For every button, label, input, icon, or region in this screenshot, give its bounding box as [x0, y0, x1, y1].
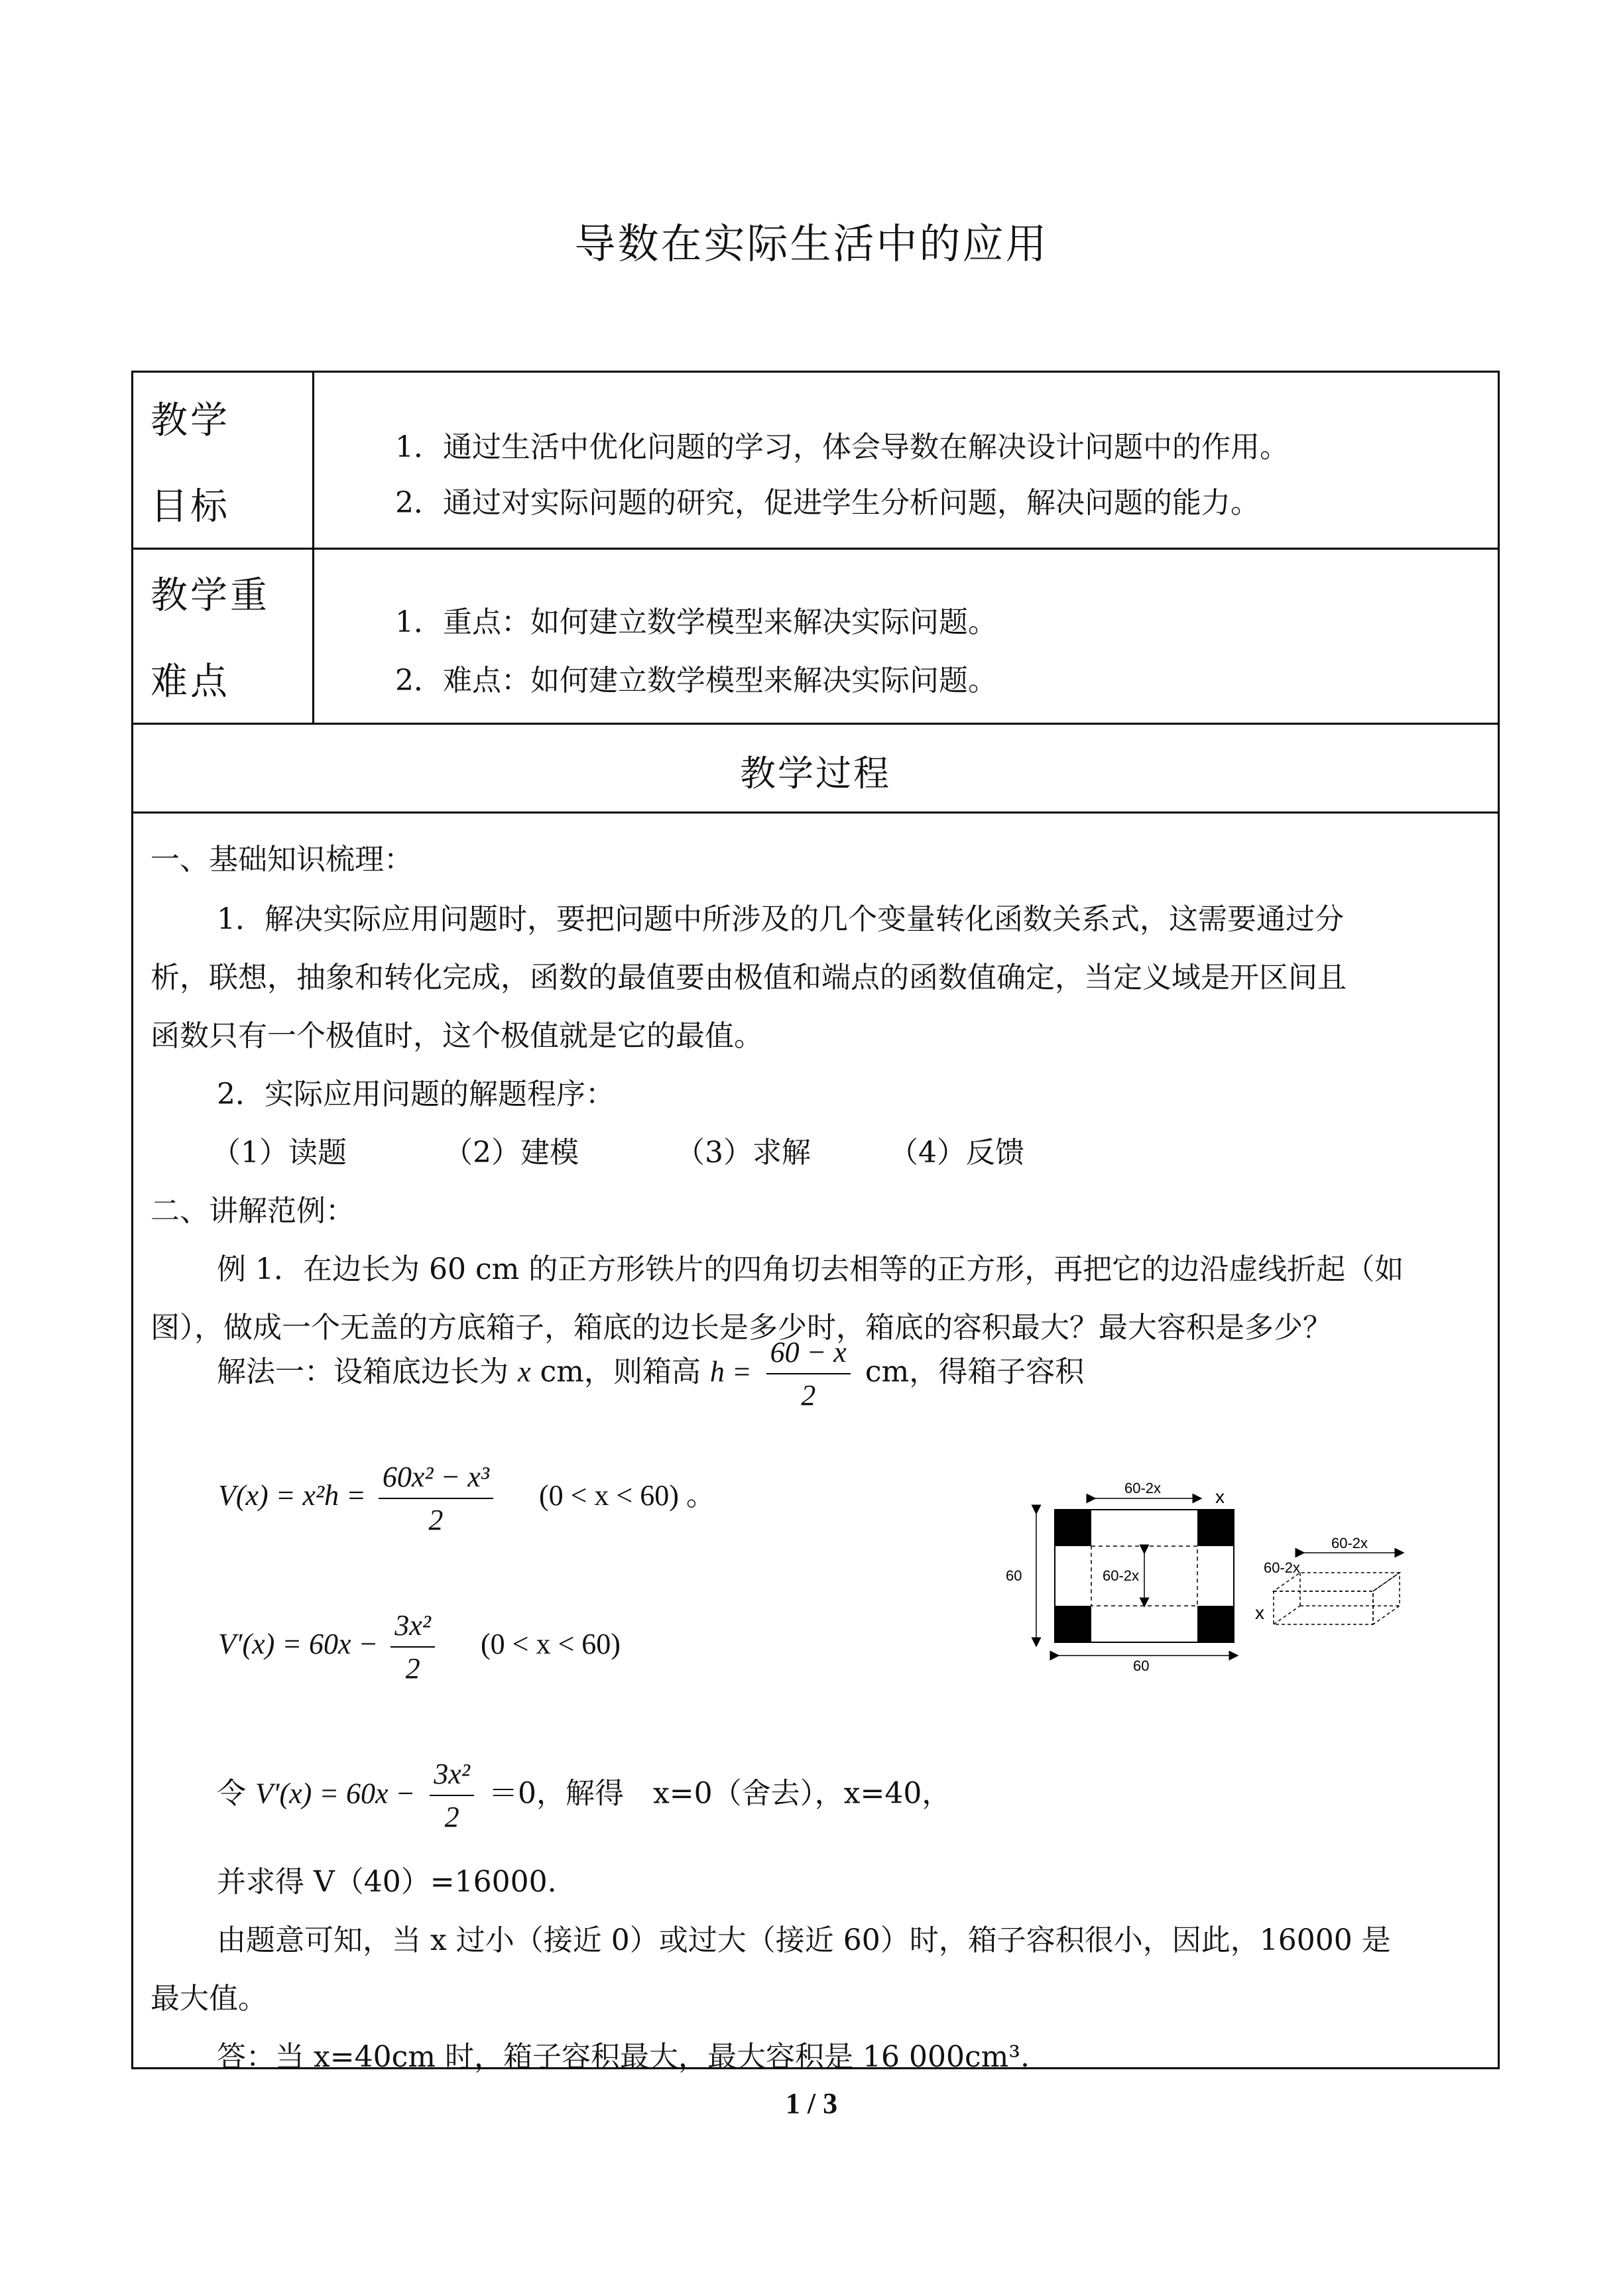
- eq2-domain: (0 < x < 60): [480, 1628, 621, 1661]
- eq1-fraction: [379, 1460, 493, 1537]
- keypoint-item: 2．难点：如何建立数学模型来解决实际问题。: [395, 664, 997, 697]
- eq3-prefix: 令: [217, 1776, 246, 1811]
- objectives-label-2: 目标: [150, 485, 230, 528]
- example-line: 例 1．在边长为 60 cm 的正方形铁片的四角切去相等的正方形，再把它的边沿虚线折起（如: [217, 1252, 1404, 1286]
- section-heading: 一、基础知识梳理：: [150, 843, 413, 876]
- objective-item: 1．通过生活中优化问题的学习，体会导数在解决设计问题中的作用。: [395, 430, 1289, 464]
- process-header: 教学过程: [740, 753, 891, 794]
- eq2-lhs: V′(x) = 60x −: [218, 1628, 379, 1661]
- eq3-lhs: V′(x) = 60x −: [255, 1777, 416, 1810]
- example-line: 图），做成一个无盖的方底箱子，箱底的边长是多少时，箱底的容积最大？最大容积是多少？: [150, 1311, 1332, 1345]
- document-title: 导数在实际生活中的应用: [574, 219, 1049, 268]
- eq2-fraction: [391, 1608, 435, 1685]
- row-divider: [133, 548, 1498, 550]
- corner-square: [1197, 1606, 1234, 1642]
- box-height-label: x: [1255, 1602, 1264, 1623]
- eq1-end: 。: [686, 1479, 715, 1512]
- equation-derivative: [218, 1608, 621, 1685]
- paragraph-line: 析，联想，抽象和转化完成，函数的最值要由极值和端点的函数值确定，当定义域是开区间且: [150, 961, 1347, 995]
- step-item: （2）建模: [444, 1136, 579, 1170]
- box-figure: [1002, 1473, 1453, 1672]
- eq1-lhs: V(x) = x²h =: [218, 1479, 366, 1512]
- corner-square: [1197, 1510, 1234, 1546]
- eq3-fraction: [430, 1757, 474, 1834]
- keypoint-item: 1．重点：如何建立数学模型来解决实际问题。: [395, 605, 997, 639]
- corner-square: [1055, 1606, 1091, 1642]
- paragraph-line: 函数只有一个极值时，这个极值就是它的最值。: [150, 1019, 763, 1053]
- reason-line: 由题意可知，当 x 过小（接近 0）或过大（接近 60）时，箱子容积很小，因此，16000 是: [217, 1923, 1391, 1957]
- dim-top-label: 60-2x: [1124, 1480, 1162, 1496]
- fraction-numerator: 60 − x: [766, 1335, 851, 1374]
- result-line: 并求得 V（40）=16000.: [217, 1865, 557, 1899]
- height-fraction: [766, 1335, 851, 1412]
- row-divider: [133, 812, 1498, 814]
- step-item: （1）读题: [211, 1136, 347, 1170]
- open-box-3d: [1274, 1573, 1400, 1624]
- row-divider: [133, 723, 1498, 725]
- solution-prefix: 解法一：设箱底边长为: [217, 1355, 509, 1389]
- equation-volume: [218, 1460, 715, 1537]
- fraction-numerator: 3x²: [430, 1757, 474, 1796]
- fraction-denominator: 2: [405, 1652, 420, 1685]
- corner-square: [1055, 1510, 1091, 1546]
- box-top-label: 60-2x: [1331, 1535, 1368, 1551]
- answer-line: 答：当 x=40cm 时，箱子容积最大，最大容积是 16 000cm³.: [217, 2040, 1030, 2074]
- equation-solve: [217, 1757, 951, 1834]
- step-item: （3）求解: [676, 1136, 811, 1170]
- eq1-domain: (0 < x < 60): [538, 1479, 679, 1512]
- step-item: （4）反馈: [889, 1136, 1024, 1170]
- fraction-numerator: 3x²: [391, 1608, 435, 1648]
- reason-line: 最大值。: [150, 1982, 267, 2016]
- paragraph-line: 2．实际应用问题的解题程序：: [217, 1077, 615, 1111]
- objective-item: 2．通过对实际问题的研究，促进学生分析问题，解决问题的能力。: [395, 486, 1260, 520]
- objectives-label: 教学: [150, 399, 230, 442]
- lesson-table: [131, 371, 1500, 2074]
- corner-x-label: x: [1215, 1486, 1225, 1507]
- box-side-label: 60-2x: [1264, 1559, 1301, 1576]
- fraction-denominator: 2: [428, 1504, 444, 1536]
- fraction-numerator: 60x² − x³: [379, 1460, 493, 1499]
- keypoints-label-2: 难点: [150, 660, 230, 703]
- dim-bottom-label: 60: [1133, 1658, 1150, 1672]
- keypoints-label: 教学重: [150, 574, 270, 617]
- solution-h: h =: [709, 1355, 752, 1388]
- solution-mid: cm，则箱高: [540, 1355, 701, 1389]
- fraction-denominator: 2: [801, 1379, 816, 1412]
- column-divider: [312, 373, 314, 723]
- solution-var: x: [518, 1355, 531, 1388]
- fraction-denominator: 2: [444, 1801, 459, 1833]
- section-heading: 二、讲解范例：: [150, 1194, 355, 1228]
- solution-suffix: cm，得箱子容积: [865, 1355, 1085, 1389]
- eq3-suffix: ＝0，解得 x=0（舍去），x=40，: [488, 1776, 951, 1811]
- dim-left-label: 60: [1006, 1567, 1022, 1584]
- paragraph-line: 1．解决实际应用问题时，要把问题中所涉及的几个变量转化函数关系式，这需要通过分: [217, 902, 1344, 936]
- page-number: 1 / 3: [785, 2087, 838, 2120]
- dim-inner-label: 60-2x: [1103, 1567, 1140, 1584]
- solution-line: [217, 1335, 1084, 1412]
